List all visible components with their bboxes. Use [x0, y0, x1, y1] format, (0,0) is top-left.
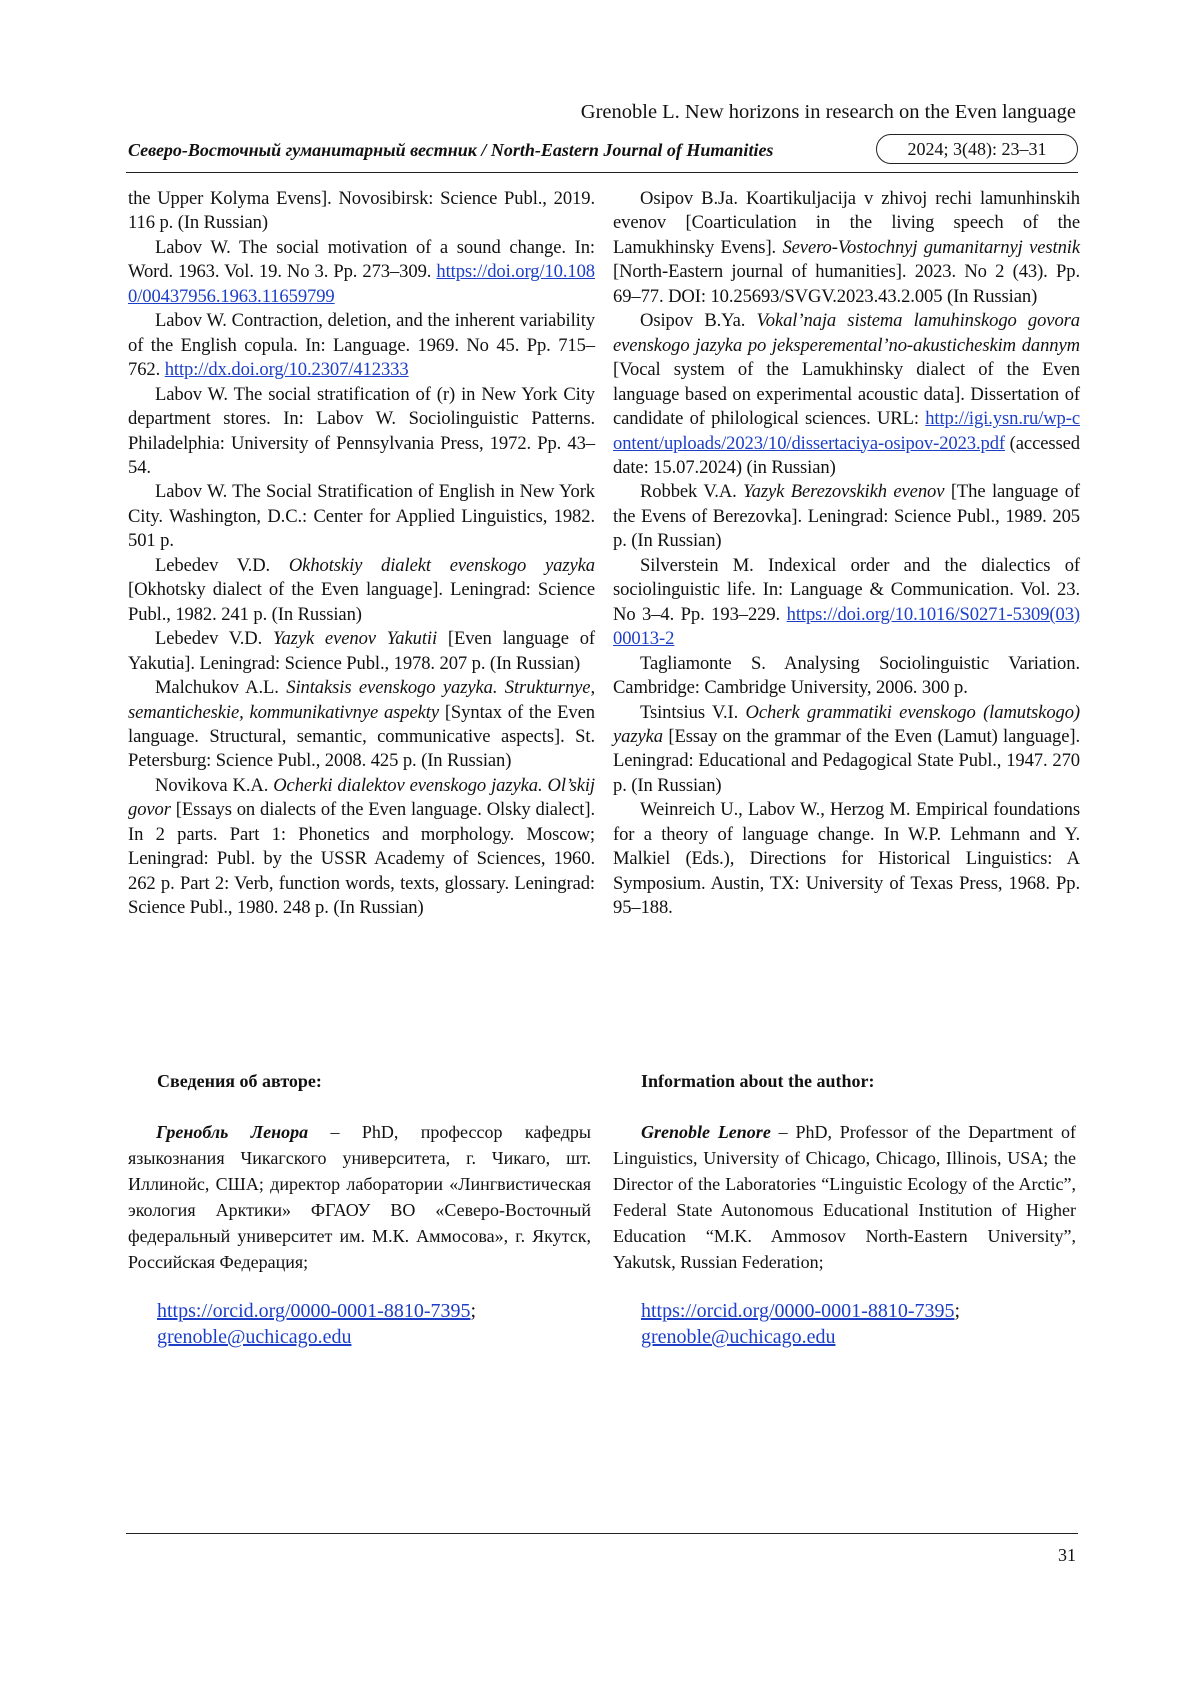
running-header-title: Grenoble L. New horizons in research on the Even language — [580, 101, 1076, 123]
header-rule — [126, 172, 1078, 173]
email-link[interactable]: grenoble@uchicago.edu — [641, 1326, 836, 1348]
orcid-link[interactable]: https://orcid.org/0000-0001-8810-7395 — [641, 1300, 955, 1322]
reference-entry: Lebedev V.D. Okhotskiy dialekt evenskogo yazyka [Okhotsky dialect of the Even language]. Leningrad: Science Publ., 1982. 241 p. (In Russian) — [128, 554, 595, 625]
page-number: 31 — [1058, 1545, 1076, 1565]
author-bio-ru: Гренобль Ленора – PhD, профессор кафедры языкознания Чикагского университета, г. Чикаго, шт. Иллинойс, США; директор лаборатории «Лингвистическая экология Арктики» ФГАОУ ВО «Северо-Восточный федеральный университет им. М.К. Аммосова», г. Якутск, Российская Федерация; — [128, 1122, 591, 1272]
reference-entry: Tagliamonte S. Analysing Sociolinguistic Variation. Cambridge: Cambridge University, 2006. 300 p. — [613, 652, 1080, 699]
email-link[interactable]: grenoble@uchicago.edu — [157, 1326, 352, 1348]
reference-entry: Robbek V.A. Yazyk Berezovskikh evenov [The language of the Evens of Berezovka]. Leningrad: Science Publ., 1989. 205 p. (In Russian) — [613, 481, 1080, 552]
doi-link[interactable]: https://doi.org/10.1016/S0271-5309(03)00013-2 — [613, 603, 1080, 650]
reference-entry: Malchukov A.L. Sintaksis evenskogo yazyka. Strukturnye, semanticheskie, kommunikativnye aspekty [Syntax of the Even language. Structural, semantic, communicative aspects]. St. Petersburg: Science Publ., 2008. 425 p. (In Russian) — [128, 677, 595, 772]
journal-name: Северо-Восточный гуманитарный вестник / North-Eastern Journal of Humanities — [128, 140, 774, 160]
footer-rule — [126, 1533, 1078, 1534]
author-heading-en: Information about the author: — [641, 1071, 875, 1091]
author-contacts-en: https://orcid.org/0000-0001-8810-7395; grenoble@uchicago.edu — [641, 1300, 961, 1348]
reference-entry: Tsintsius V.I. Ocherk grammatiki evenskogo (lamutskogo) yazyka [Essay on the grammar of the Even (Lamut) language]. Leningrad: Educational and Pedagogical State Publ., 1947. 270 p. (In Russian) — [613, 701, 1081, 796]
author-bio-en: Grenoble Lenore – PhD, Professor of the Department of Linguistics, University of Chicago, Chicago, Illinois, USA; the Director of the Laboratories “Linguistic Ecology of the Arctic”, Federal State Autonomous Educational Institution of Higher Education “M.K. Ammosov North-Eastern University”, Yakutsk, Russian Federation; — [613, 1122, 1076, 1272]
reference-entry: Weinreich U., Labov W., Herzog M. Empirical foundations for a theory of language change. In W.P. Lehmann and Y. Malkiel (Eds.), Directions for Historical Linguistics: A Symposium. Austin, TX: University of Texas Press, 1968. Pp. 95–188. — [613, 799, 1080, 919]
reference-entry: Labov W. The social stratification of (r) in New York City department stores. In: Labov W. Sociolinguistic Patterns. Philadelphia: University of Pennsylvania Press, 1972. Pp. 43–54. — [128, 383, 595, 478]
references-left-column — [128, 187, 595, 921]
orcid-link[interactable]: https://orcid.org/0000-0001-8810-7395 — [157, 1300, 471, 1322]
reference-entry: Osipov B.Ja. Koartikuljacija v zhivoj rechi lamunhinskih evenov [Coarticulation in the living speech of the Lamukhinsky Evens]. Severo-Vostochnyj gumanitarnyj vestnik [North-Eastern journal of humanities]. 2023. No 2 (43). Pp. 69–77. DOI: 10.25693/SVGV.2023.43.2.005 (In Russian) — [613, 188, 1080, 307]
author-heading-ru: Сведения об авторе: — [157, 1071, 322, 1091]
reference-entry: Novikova K.A. Ocherki dialektov evenskogo jazyka. Ol’skij govor [Essays on dialects of the Even language. Olsky dialect]. In 2 parts. Part 1: Phonetics and morphology. Moscow; Leningrad: Publ. by the USSR Academy of Sciences, 1960. 262 p. Part 2: Verb, function words, texts, glossary. Leningrad: Science Publ., 1980. 248 p. (In Russian) — [128, 774, 595, 919]
doi-link[interactable]: http://dx.doi.org/10.2307/412333 — [164, 359, 409, 381]
reference-entry: Lebedev V.D. Yazyk evenov Yakutii [Even language of Yakutia]. Leningrad: Science Publ., 1978. 207 p. (In Russian) — [128, 628, 595, 674]
reference-entry: Labov W. The Social Stratification of English in New York City. Washington, D.C.: Center for Applied Linguistics, 1982. 501 p. — [128, 481, 595, 552]
reference-entry: Silverstein M. Indexical order and the dialectics of sociolinguistic life. In: Language & Communication. Vol. 23. No 3–4. Pp. 193–229. https://doi.org/10.1016/S0271-5309(03)00013-2 — [613, 554, 1080, 650]
reference-entry: Osipov B.Ya. Vokal’naja sistema lamuhinskogo govora evenskogo jazyka po jeksperemental’no-akusticheskim dannym [Vocal system of the Lamukhinsky dialect of the Even language based on experimental acoustic data]. Dissertation of candidate of philological sciences. URL: http://igi.ysn.ru/wp-content/uploads/2023/10/dissertaciya-osipov-2023.pdf (accessed date: 15.07.2024) (in Russian) — [613, 310, 1080, 478]
issue-badge: 2024; 3(48): 23–31 — [876, 134, 1078, 164]
author-contacts-ru: https://orcid.org/0000-0001-8810-7395; grenoble@uchicago.edu — [157, 1300, 477, 1348]
author-name-en: Grenoble Lenore — [641, 1122, 771, 1142]
doi-link[interactable]: https://doi.org/10.1080/00437956.1963.11659799 — [128, 261, 595, 307]
author-name-ru: Гренобль Ленора — [156, 1122, 309, 1142]
reference-entry: Labov W. Contraction, deletion, and the inherent variability of the English copula. In: Language. 1969. No 45. Pp. 715–762. http://dx.doi.org/10.2307/412333 — [128, 310, 595, 381]
references-right-column — [613, 187, 1080, 921]
url-link[interactable]: http://igi.ysn.ru/wp-content/uploads/2023/10/dissertaciya-osipov-2023.pdf — [613, 408, 1080, 454]
reference-entry: Labov W. The social motivation of a sound change. In: Word. 1963. Vol. 19. No 3. Pp. 273–309. https://doi.org/10.1080/00437956.1963.11659799 — [128, 236, 595, 307]
reference-entry: the Upper Kolyma Evens]. Novosibirsk: Science Publ., 2019. 116 p. (In Russian) — [128, 188, 595, 234]
